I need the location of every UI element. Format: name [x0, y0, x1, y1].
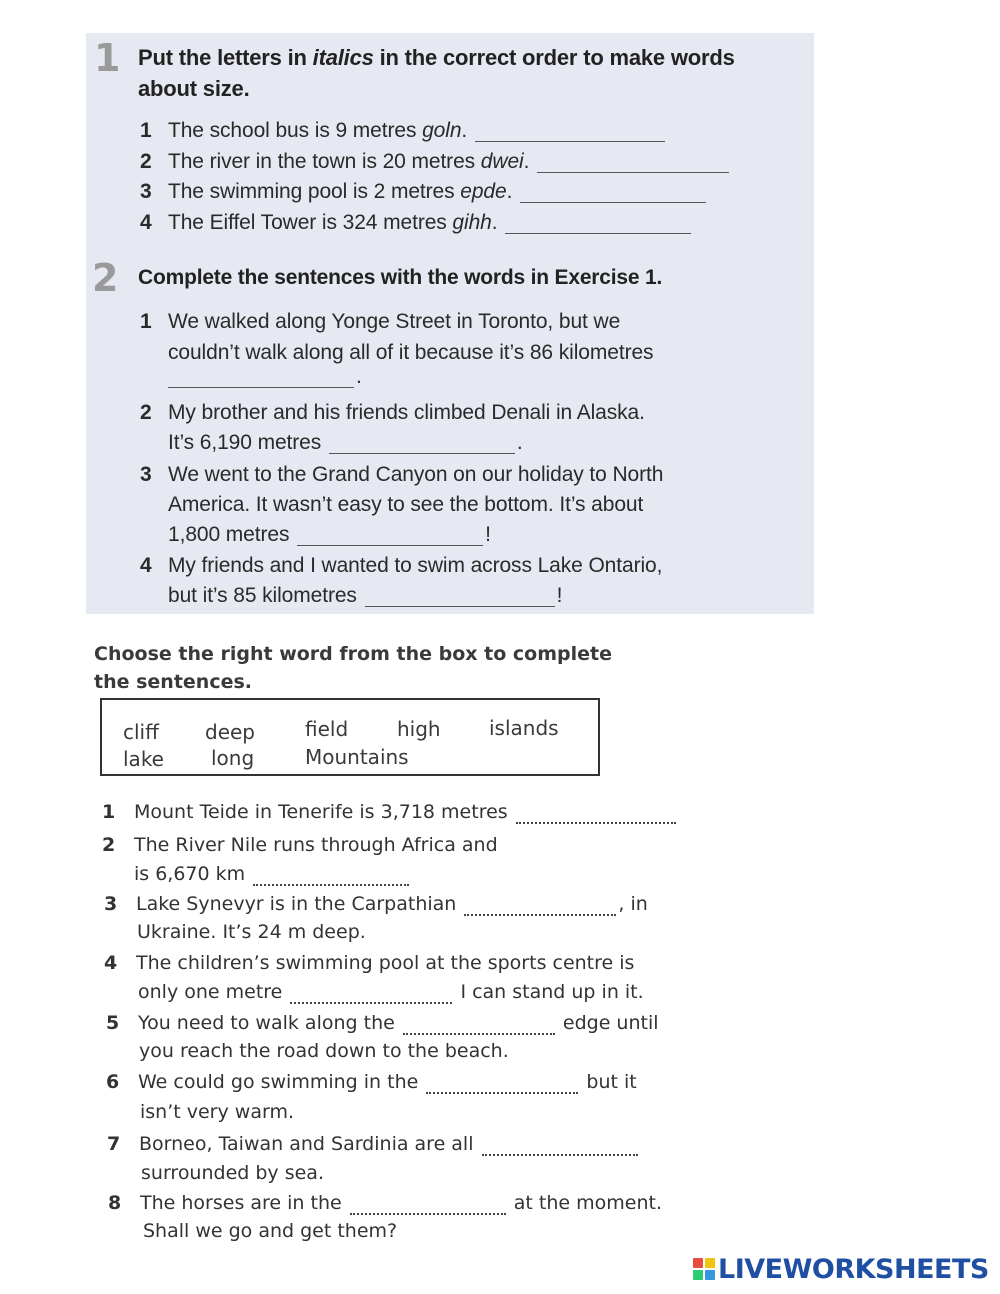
exercise-3-item-3: 3 Lake Synevyr is in the Carpathian , in — [104, 893, 648, 915]
answer-field-2-3[interactable] — [297, 525, 483, 546]
word-deep: deep — [205, 720, 255, 744]
exercise-1-item-3: 3 The swimming pool is 2 metres epde. — [140, 180, 708, 204]
logo-grid-icon — [693, 1258, 715, 1280]
word-islands: islands — [489, 716, 559, 740]
exercise-3-item-6-line-2: isn’t very warm. — [140, 1101, 294, 1123]
liveworksheets-logo — [693, 1254, 989, 1284]
exercise-2-item-1: 1 We walked along Yonge Street in Toronto, but we — [140, 310, 621, 333]
answer-field-3-5[interactable] — [403, 1013, 555, 1035]
word-mountains: Mountains — [305, 745, 409, 769]
answer-field-1-3[interactable] — [520, 182, 706, 203]
exercise-2-item-1-gap: . — [168, 365, 362, 389]
exercise-2-item-3: 3 We went to the Grand Canyon on our holiday to North — [140, 463, 664, 486]
exercise-3-title: Choose the right word from the box to complete the sentences. — [94, 643, 612, 693]
exercise-1-item-4: 4 The Eiffel Tower is 324 metres gihh. — [140, 211, 693, 235]
exercise-2-title: Complete the sentences with the words in Exercise 1. — [138, 266, 663, 289]
exercise-3-item-2: 2 The River Nile runs through Africa and — [102, 834, 498, 856]
exercise-2-item-3-line-2: America. It wasn’t easy to see the bottom. It’s about — [168, 493, 644, 516]
exercise-3-item-8: 8 The horses are in the at the moment. — [108, 1192, 662, 1214]
exercise-1-number: 1 — [94, 36, 121, 80]
answer-field-3-2[interactable] — [253, 864, 409, 886]
answer-field-3-4[interactable] — [290, 982, 452, 1004]
exercise-3-item-1: 1 Mount Teide in Tenerife is 3,718 metres — [102, 801, 678, 824]
exercise-3-item-5: 5 You need to walk along the edge until — [106, 1012, 659, 1034]
answer-field-2-1[interactable] — [168, 367, 354, 388]
answer-field-1-1[interactable] — [475, 121, 665, 142]
word-cliff: cliff — [123, 720, 159, 744]
exercise-2-number: 2 — [92, 256, 119, 300]
exercise-3-item-4-line-2: only one metre I can stand up in it. — [138, 981, 644, 1003]
exercise-2-item-4-line-2: but it’s 85 kilometres ! — [168, 584, 563, 607]
answer-field-1-2[interactable] — [537, 152, 729, 173]
exercise-1-item-1: 1 The school bus is 9 metres goln. — [140, 119, 667, 143]
word-high: high — [397, 717, 441, 741]
exercise-1-item-2: 2 The river in the town is 20 metres dwei. — [140, 150, 731, 174]
exercise-2-item-2-line-2: It’s 6,190 metres . — [168, 431, 523, 454]
answer-field-2-4[interactable] — [365, 586, 555, 607]
exercise-3-item-7-line-2: surrounded by sea. — [141, 1162, 324, 1184]
exercise-1-title: Put the letters in italics in the correct order to make words about size. — [138, 45, 735, 101]
exercise-3-item-3-line-2: Ukraine. It’s 24 m deep. — [137, 921, 366, 943]
exercise-3-item-8-line-2: Shall we go and get them? — [143, 1220, 398, 1242]
answer-field-3-1[interactable] — [516, 802, 676, 824]
exercise-3-item-7: 7 Borneo, Taiwan and Sardinia are all — [107, 1133, 640, 1156]
answer-field-1-4[interactable] — [505, 213, 691, 234]
answer-field-3-8[interactable] — [350, 1193, 506, 1215]
exercise-2-item-2: 2 My brother and his friends climbed Denali in Alaska. — [140, 401, 645, 424]
exercise-3-item-4: 4 The children’s swimming pool at the sports centre is — [104, 952, 635, 974]
answer-field-2-2[interactable] — [329, 433, 515, 454]
exercise-2-item-1-line-2: couldn’t walk along all of it because it’s 86 kilometres — [168, 341, 654, 364]
exercise-2-item-3-line-3: 1,800 metres ! — [168, 523, 491, 546]
answer-field-3-6[interactable] — [426, 1072, 578, 1094]
exercise-3-item-6: 6 We could go swimming in the but it — [106, 1071, 637, 1093]
exercise-2-item-4: 4 My friends and I wanted to swim across Lake Ontario, — [140, 554, 663, 577]
answer-field-3-7[interactable] — [482, 1134, 638, 1156]
exercise-3-item-5-line-2: you reach the road down to the beach. — [139, 1040, 509, 1062]
word-box — [100, 698, 600, 776]
exercise-3-item-2-line-2: is 6,670 km — [134, 863, 411, 886]
logo-text: LIVEWORKSHEETS — [718, 1253, 989, 1285]
word-field: field — [305, 717, 349, 741]
answer-field-3-3[interactable] — [464, 894, 616, 916]
word-long: long — [211, 746, 255, 770]
word-lake: lake — [123, 747, 164, 771]
